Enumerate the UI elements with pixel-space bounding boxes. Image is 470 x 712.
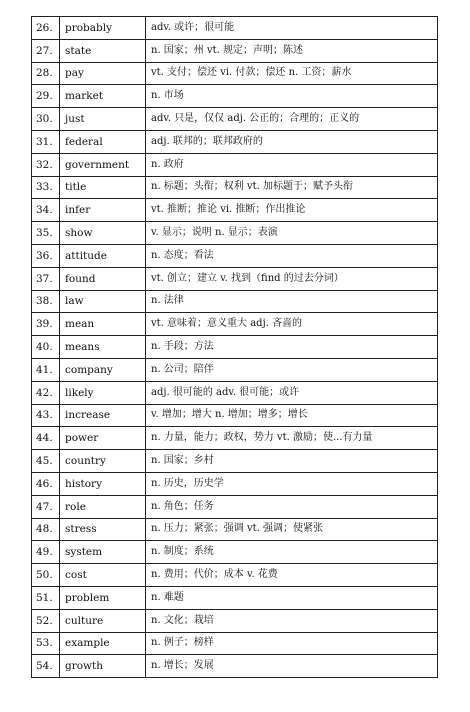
table-row: [32, 222, 438, 245]
row-number: 28.: [32, 62, 60, 85]
row-number: 49.: [32, 541, 60, 564]
english-word: increase: [60, 404, 146, 427]
table-row: [32, 108, 438, 131]
word-definition: n. 角色；任务: [146, 495, 438, 518]
word-definition: n. 国家；乡村: [146, 450, 438, 473]
english-word: likely: [60, 381, 146, 404]
english-word: mean: [60, 313, 146, 336]
word-definition: adj. 联邦的；联邦政府的: [146, 130, 438, 153]
table-row: [32, 472, 438, 495]
english-word: problem: [60, 586, 146, 609]
row-number: 33.: [32, 176, 60, 199]
word-definition: n. 难题: [146, 586, 438, 609]
english-word: cost: [60, 564, 146, 587]
row-number: 43.: [32, 404, 60, 427]
word-definition: n. 市场: [146, 85, 438, 108]
row-number: 29.: [32, 85, 60, 108]
word-definition: n. 公司；陪伴: [146, 358, 438, 381]
english-word: government: [60, 153, 146, 176]
row-number: 27.: [32, 39, 60, 62]
english-word: means: [60, 336, 146, 359]
row-number: 47.: [32, 495, 60, 518]
word-definition: v. 显示；说明 n. 显示；表演: [146, 222, 438, 245]
english-word: found: [60, 267, 146, 290]
word-definition: vt. 意味着；意义重大 adj. 吝啬的: [146, 313, 438, 336]
table-row: [32, 39, 438, 62]
word-definition: n. 态度；看法: [146, 244, 438, 267]
row-number: 51.: [32, 586, 60, 609]
english-word: country: [60, 450, 146, 473]
word-definition: n. 制度；系统: [146, 541, 438, 564]
row-number: 52.: [32, 609, 60, 632]
row-number: 46.: [32, 472, 60, 495]
word-definition: n. 法律: [146, 290, 438, 313]
row-number: 34.: [32, 199, 60, 222]
english-word: market: [60, 85, 146, 108]
table-row: [32, 404, 438, 427]
row-number: 36.: [32, 244, 60, 267]
table-row: [32, 655, 438, 678]
word-definition: n. 费用；代价；成本 v. 花费: [146, 564, 438, 587]
word-definition: adv. 只是，仅仅 adj. 公正的；合理的；正义的: [146, 108, 438, 131]
word-definition: n. 压力；紧张；强调 vt. 强调；使紧张: [146, 518, 438, 541]
english-word: growth: [60, 655, 146, 678]
row-number: 40.: [32, 336, 60, 359]
table-row: [32, 564, 438, 587]
english-word: culture: [60, 609, 146, 632]
row-number: 41.: [32, 358, 60, 381]
table-row: [32, 130, 438, 153]
row-number: 42.: [32, 381, 60, 404]
english-word: show: [60, 222, 146, 245]
table-row: [32, 62, 438, 85]
english-word: power: [60, 427, 146, 450]
english-word: just: [60, 108, 146, 131]
row-number: 53.: [32, 632, 60, 655]
word-definition: n. 国家；州 vt. 规定；声明；陈述: [146, 39, 438, 62]
word-definition: adv. 或许；很可能: [146, 17, 438, 40]
row-number: 35.: [32, 222, 60, 245]
table-row: [32, 381, 438, 404]
row-number: 38.: [32, 290, 60, 313]
row-number: 45.: [32, 450, 60, 473]
row-number: 39.: [32, 313, 60, 336]
word-definition: vt. 推断；推论 vi. 推断；作出推论: [146, 199, 438, 222]
english-word: history: [60, 472, 146, 495]
table-row: [32, 586, 438, 609]
table-row: [32, 541, 438, 564]
word-definition: n. 手段；方法: [146, 336, 438, 359]
english-word: system: [60, 541, 146, 564]
row-number: 30.: [32, 108, 60, 131]
row-number: 32.: [32, 153, 60, 176]
table-row: [32, 85, 438, 108]
row-number: 44.: [32, 427, 60, 450]
word-definition: vt. 创立；建立 v. 找到（find 的过去分词）: [146, 267, 438, 290]
table-row: [32, 336, 438, 359]
vocabulary-table-body: [32, 17, 438, 678]
english-word: example: [60, 632, 146, 655]
english-word: company: [60, 358, 146, 381]
english-word: stress: [60, 518, 146, 541]
word-definition: n. 文化；栽培: [146, 609, 438, 632]
word-definition: n. 标题；头衔；权利 vt. 加标题于；赋予头衔: [146, 176, 438, 199]
row-number: 54.: [32, 655, 60, 678]
word-definition: vt. 支付；偿还 vi. 付款；偿还 n. 工资；薪水: [146, 62, 438, 85]
table-row: [32, 153, 438, 176]
english-word: pay: [60, 62, 146, 85]
table-row: [32, 313, 438, 336]
table-row: [32, 176, 438, 199]
english-word: role: [60, 495, 146, 518]
table-row: [32, 358, 438, 381]
english-word: law: [60, 290, 146, 313]
word-definition: adj. 很可能的 adv. 很可能；或许: [146, 381, 438, 404]
table-row: [32, 609, 438, 632]
word-definition: n. 力量，能力；政权，势力 vt. 激励；使...有力量: [146, 427, 438, 450]
row-number: 50.: [32, 564, 60, 587]
word-definition: n. 历史，历史学: [146, 472, 438, 495]
row-number: 31.: [32, 130, 60, 153]
word-definition: n. 例子；榜样: [146, 632, 438, 655]
row-number: 48.: [32, 518, 60, 541]
table-row: [32, 199, 438, 222]
row-number: 26.: [32, 17, 60, 40]
english-word: infer: [60, 199, 146, 222]
english-word: federal: [60, 130, 146, 153]
english-word: state: [60, 39, 146, 62]
row-number: 37.: [32, 267, 60, 290]
table-row: [32, 450, 438, 473]
word-definition: n. 增长；发展: [146, 655, 438, 678]
table-row: [32, 17, 438, 40]
table-row: [32, 244, 438, 267]
word-definition: n. 政府: [146, 153, 438, 176]
table-row: [32, 290, 438, 313]
table-row: [32, 632, 438, 655]
table-row: [32, 267, 438, 290]
word-definition: v. 增加；增大 n. 增加；增多；增长: [146, 404, 438, 427]
english-word: attitude: [60, 244, 146, 267]
english-word: title: [60, 176, 146, 199]
table-row: [32, 495, 438, 518]
table-row: [32, 427, 438, 450]
english-word: probably: [60, 17, 146, 40]
table-row: [32, 518, 438, 541]
vocabulary-table: [31, 16, 438, 678]
